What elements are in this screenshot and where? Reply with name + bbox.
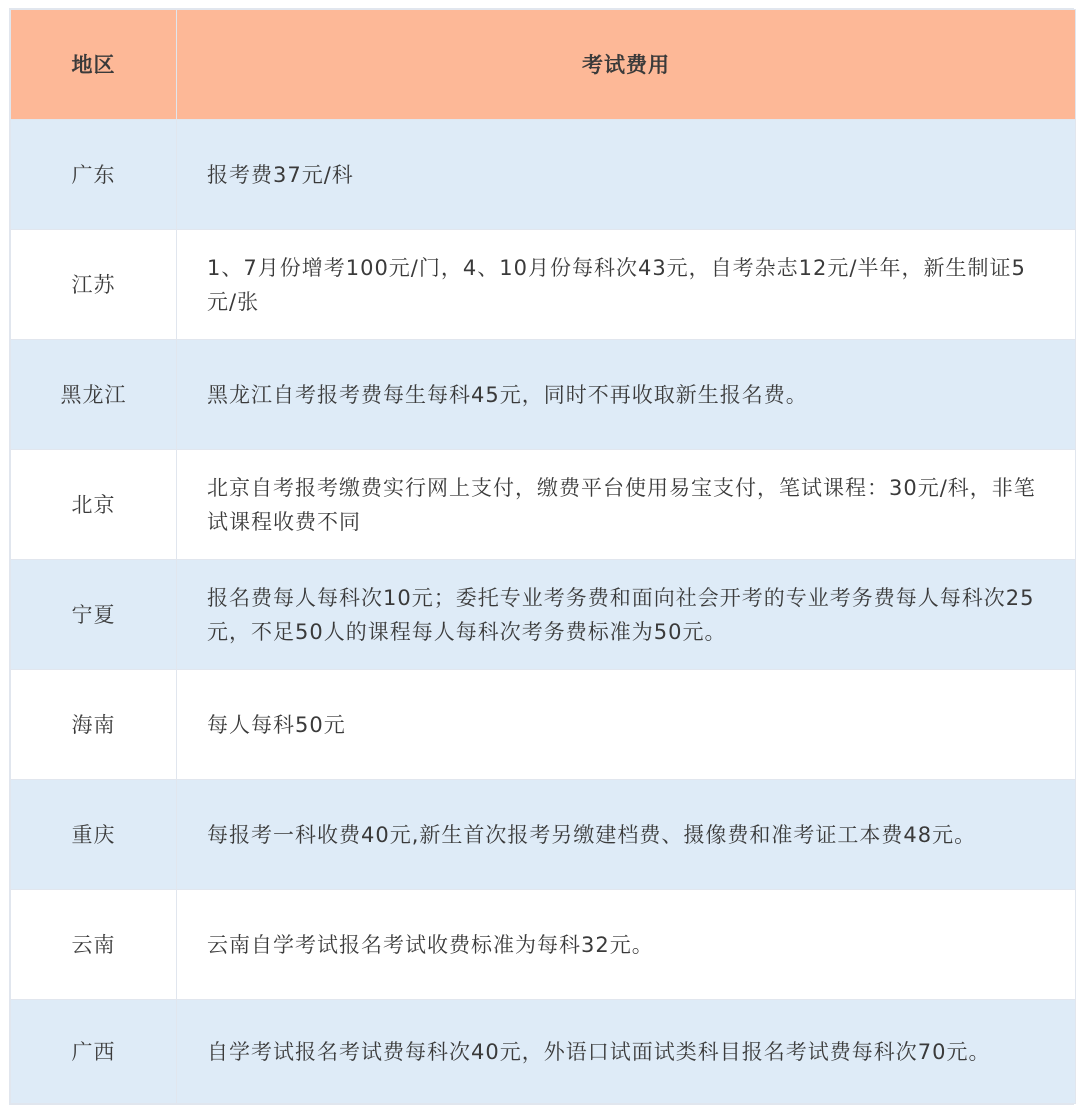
fee-cell: 每人每科50元 — [177, 670, 1076, 780]
fee-cell: 报考费37元/科 — [177, 120, 1076, 230]
fee-cell: 报名费每人每科次10元；委托专业考务费和面向社会开考的专业考务费每人每科次25元，不足50人的课程每人每科次考务费标准为50元。 — [177, 560, 1076, 670]
table-body — [11, 120, 1076, 1104]
exam-fee-table — [10, 9, 1076, 1104]
exam-fee-table-container — [9, 8, 1074, 1105]
table-row — [11, 120, 1076, 230]
region-cell: 江苏 — [11, 230, 177, 340]
table-row — [11, 890, 1076, 1000]
region-cell: 海南 — [11, 670, 177, 780]
region-cell: 北京 — [11, 450, 177, 560]
region-cell: 广东 — [11, 120, 177, 230]
header-fee: 考试费用 — [177, 10, 1076, 120]
table-row — [11, 340, 1076, 450]
header-row — [11, 10, 1076, 120]
region-cell: 广西 — [11, 1000, 177, 1104]
region-cell: 宁夏 — [11, 560, 177, 670]
table-row — [11, 780, 1076, 890]
region-cell: 云南 — [11, 890, 177, 1000]
fee-cell: 北京自考报考缴费实行网上支付，缴费平台使用易宝支付，笔试课程：30元/科，非笔试课程收费不同 — [177, 450, 1076, 560]
fee-cell: 1、7月份增考100元/门，4、10月份每科次43元，自考杂志12元/半年，新生制证5元/张 — [177, 230, 1076, 340]
table-header — [11, 10, 1076, 120]
header-region: 地区 — [11, 10, 177, 120]
table-row — [11, 230, 1076, 340]
table-row — [11, 560, 1076, 670]
fee-cell: 云南自学考试报名考试收费标准为每科32元。 — [177, 890, 1076, 1000]
table-row — [11, 1000, 1076, 1104]
table-row — [11, 450, 1076, 560]
fee-cell: 自学考试报名考试费每科次40元，外语口试面试类科目报名考试费每科次70元。 — [177, 1000, 1076, 1104]
fee-cell: 黑龙江自考报考费每生每科45元，同时不再收取新生报名费。 — [177, 340, 1076, 450]
region-cell: 重庆 — [11, 780, 177, 890]
table-row — [11, 670, 1076, 780]
fee-cell: 每报考一科收费40元,新生首次报考另缴建档费、摄像费和准考证工本费48元。 — [177, 780, 1076, 890]
region-cell: 黑龙江 — [11, 340, 177, 450]
